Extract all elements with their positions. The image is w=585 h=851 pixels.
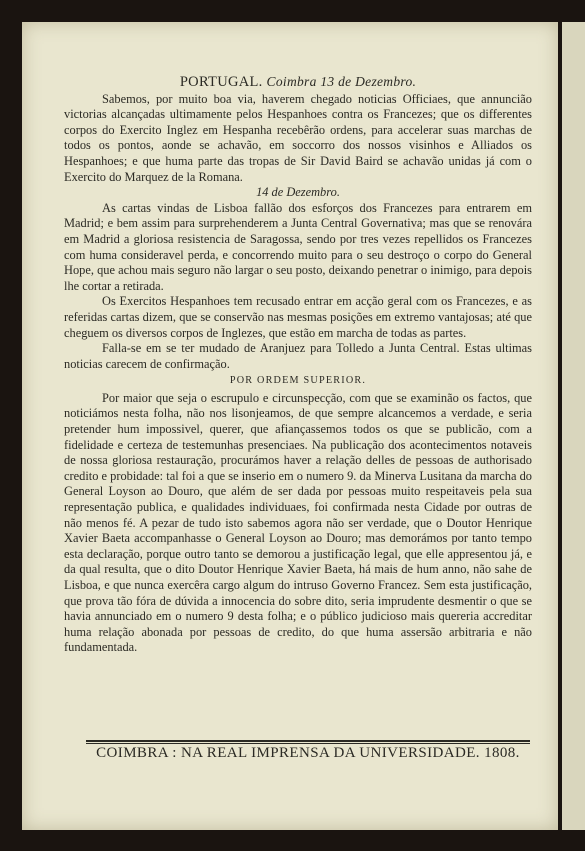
paragraph: Por maior que seja o escrupulo e circunspecção, com que se examinão os factos, que noticiámos nesta folha, não nos lisonjeamos, de que sempre alcancemos a verdade, e seria pretender hum impossivel, querer, que afiançassemos todos os que se publicão, com a fidelidade e certeza de testemunhas presenciaes. Na publicação dos acontecimentos notaveis de nossa gloriosa restauração, procurámos haver a relação delles de pessoas de authorisado credito e probidade: tal foi a que se inserio em o numero 9. da Minerva Lusitana da marcha do General Loyson ao Douro, que além de ser dada por pessoas muito respeitaveis pela sua representação publica, e qualidades individuaes, foi confirmada nesta Cidade por outras de não menos fé. A pezar de tudo isto sabemos agora não ser verdade, que o Doutor Henrique Xavier Baeta accompanhasse o General Loyson ao Douro; mas demorámos por tanto tempo esta declaração, porque outro tanto se demorou a justificação legal, que elle appresentou já, e da qual resulta, que o dito Doutor Henrique Xavier Baeta, há mais de hum anno, não sahe de Lisboa, e que nunca exercêra cargo algum do intruso Governo Francez. Sem esta justificação, que prova tão fóra de dúvida a innocencia do sobre dito, seria imprudente desmentir o que se havia annunciado em o numero 9 desta folha; e o público judicioso mais quereria accreditar huma relação abonada por pessoas de credito, do que huma assersão arbitraria e não fundamentada. (64, 390, 532, 655)
page-heading (64, 74, 532, 91)
paragraph: Os Exercitos Hespanhoes tem recusado entrar em acção geral com os Francezes, e as referidas cartas dizem, que se conservão nas mesmas posições em extremo vantajosas; até que cheguem os diversos corpos de Inglezes, que estão em marcha de todas as partes. (64, 294, 532, 340)
article-body (64, 74, 532, 656)
paragraph: Sabemos, por muito boa via, haverem chegado noticias Officiaes, que annuncião victorias alcançadas ultimamente pelos Hespanhoes contra os Francezes; que os differentes corpos do Exercito Inglez em Hespanha recebêrão ordens, para accelerar suas marchas de todos os pontos, aonde se achavão, em soccorro dos nossos visinhos e Alliados os Hespanhoes; e que huma parte das tropas de Sir David Baird se achavão unidas já com o Exercito do Marquez de la Romana. (64, 91, 532, 184)
heading-dateline: Coimbra 13 de Dezembro. (266, 74, 417, 89)
printer-imprint: COIMBRA : NA REAL IMPRENSA DA UNIVERSIDADE. 1808. (96, 745, 520, 761)
paragraph: Falla-se em se ter mudado de Aranjuez para Tolledo a Junta Central. Estas ultimas noticias carecem de confirmação. (64, 341, 532, 371)
footer-rule (86, 740, 530, 742)
adjacent-page-edge (562, 22, 585, 830)
dateline-14-december: 14 de Dezembro. (256, 185, 340, 200)
paragraph: As cartas vindas de Lisboa fallão dos esforços dos Francezes para entrarem em Madrid; e bem assim para surprehenderem a Junta Central Governativa; mas que se renovára em Madrid a gloriosa resistencia de Saragossa, sendo por tres vezes repellidos os Francezes com huma consideravel perda, e concorrendo muito para o seu destroço o corpo do General Hope, que achou mais seguro não largar o seu posto, deixando penetrar o inimigo, para depois lhe cortar a retirada. (64, 200, 532, 293)
footer-rule-thin (86, 743, 530, 744)
heading-country: PORTUGAL. (179, 74, 263, 90)
order-heading: POR ORDEM SUPERIOR. (229, 375, 367, 387)
